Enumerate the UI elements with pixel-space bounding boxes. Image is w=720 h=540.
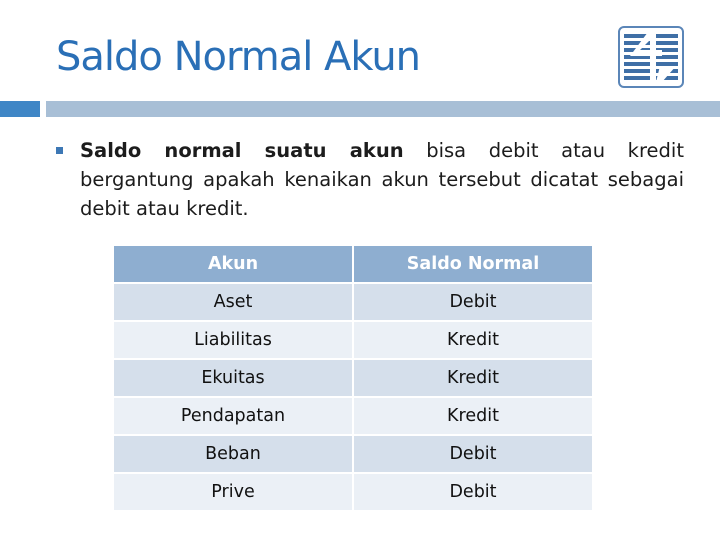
slide-title: Saldo Normal Akun bbox=[56, 34, 421, 80]
account-cell: Beban bbox=[114, 435, 353, 473]
balance-cell: Debit bbox=[353, 435, 593, 473]
header-akun: Akun bbox=[114, 246, 353, 283]
account-cell: Prive bbox=[114, 473, 353, 511]
account-cell: Liabilitas bbox=[114, 321, 353, 359]
accent-bar bbox=[0, 101, 40, 117]
account-cell: Ekuitas bbox=[114, 359, 353, 397]
balance-cell: Kredit bbox=[353, 397, 593, 435]
table-row bbox=[114, 473, 593, 511]
table-row bbox=[114, 283, 593, 321]
balance-cell: Kredit bbox=[353, 359, 593, 397]
balance-cell: Debit bbox=[353, 473, 593, 511]
table-row bbox=[114, 435, 593, 473]
table-row bbox=[114, 359, 593, 397]
table-header-row bbox=[114, 246, 593, 283]
account-cell: Pendapatan bbox=[114, 397, 353, 435]
bullet-text bbox=[80, 136, 684, 223]
header-saldo-normal: Saldo Normal bbox=[353, 246, 593, 283]
bullet-rest-text: bisa debit atau kredit bergantung apakah kenaikan akun tersebut dicatat sebagai debit atau kredit. bbox=[80, 139, 684, 220]
table-row bbox=[114, 397, 593, 435]
account-balance-table bbox=[114, 246, 594, 512]
table-row bbox=[114, 321, 593, 359]
bullet-marker-icon bbox=[56, 147, 63, 154]
header-rule bbox=[46, 101, 720, 117]
bullet-bold-text: Saldo normal suatu akun bbox=[80, 139, 404, 162]
company-logo-icon bbox=[618, 26, 684, 88]
account-cell: Aset bbox=[114, 283, 353, 321]
balance-cell: Debit bbox=[353, 283, 593, 321]
balance-cell: Kredit bbox=[353, 321, 593, 359]
